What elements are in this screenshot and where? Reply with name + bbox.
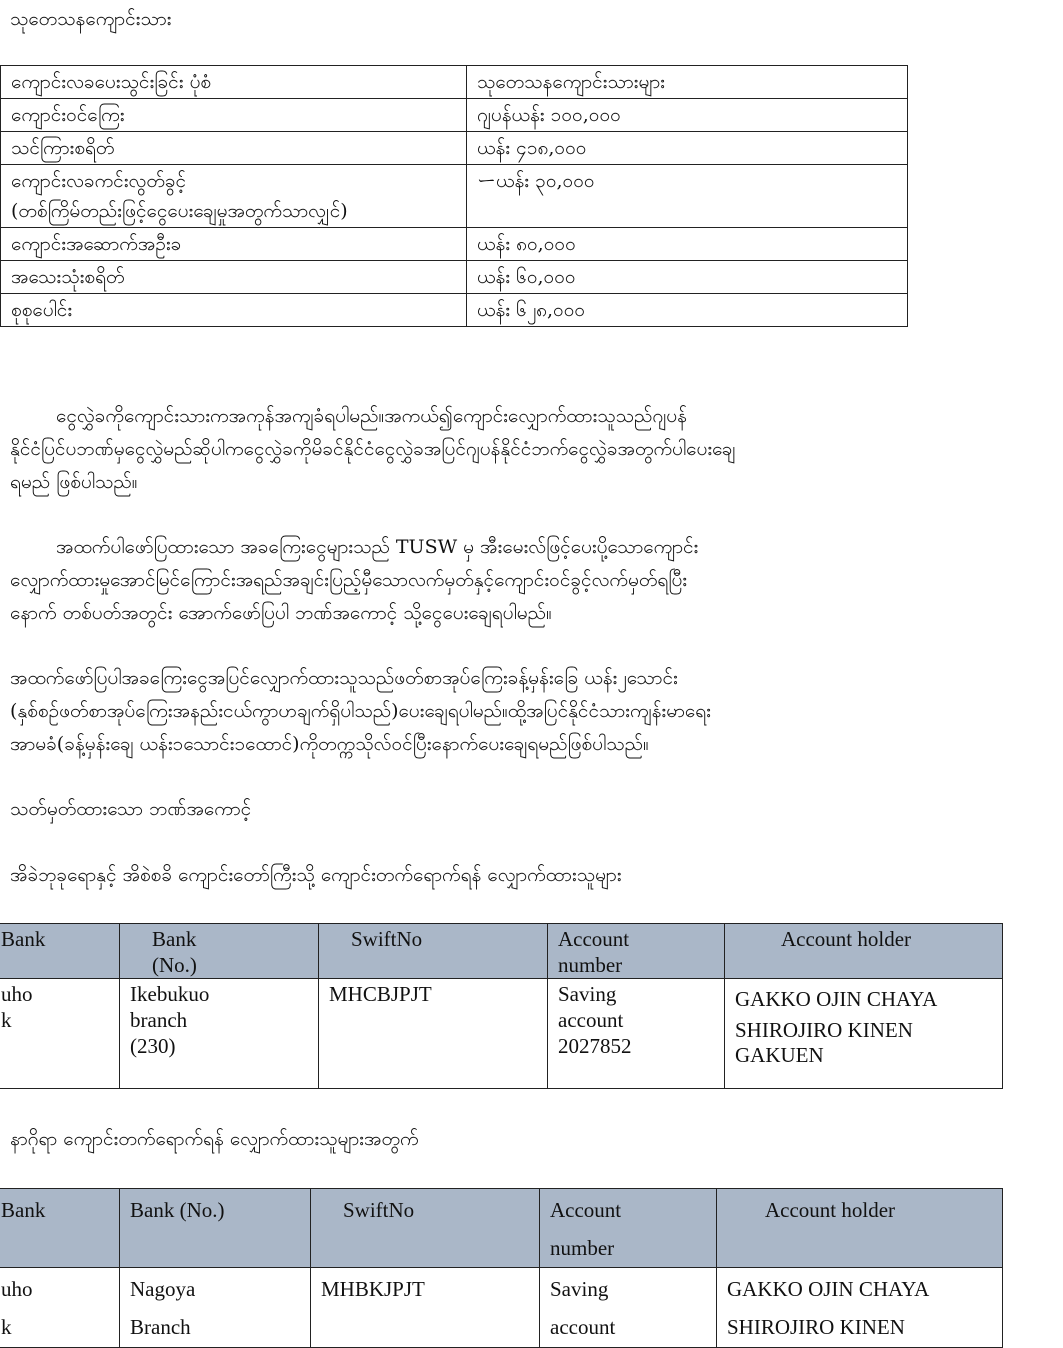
- cell-text: MHCBJPJT: [329, 982, 432, 1006]
- bank-table-ikebukuro: [0, 923, 1003, 1089]
- cell-text: k: [1, 1315, 12, 1339]
- cell-account-number: [548, 979, 725, 1089]
- cell-branch: [120, 979, 319, 1089]
- paragraph-line: လျှောက်ထားမှုအောင်မြင်ကြောင်းအရည်အချင်းပြည့်မှီသောလက်မှတ်နှင့်ကျောင်းဝင်ခွင့်လက်မှတ်ရပြီး: [10, 569, 688, 591]
- cell-swift: [319, 979, 548, 1089]
- cell-text: SHIROJIRO KINEN: [735, 1018, 913, 1042]
- fee-label-note: (တစ်ကြိမ်တည်းဖြင့်ငွေပေးချေမှုအတွက်သာလျှင်): [11, 200, 348, 222]
- header-text: SwiftNo: [351, 927, 423, 951]
- paragraph-payment-deadline: [10, 531, 698, 630]
- fee-row: [1, 165, 908, 228]
- cell-text: (230): [130, 1034, 176, 1058]
- cell-text: k: [1, 1008, 12, 1032]
- header-swift: [319, 924, 548, 979]
- fee-value: ယန်း ၆၂၈,၀၀၀: [467, 294, 908, 327]
- header-account-number: [540, 1189, 717, 1268]
- bank-table-header-row: [0, 924, 1003, 979]
- cell-text: 2027852: [558, 1034, 632, 1058]
- cell-text: GAKKO OJIN CHAYA: [727, 1277, 930, 1301]
- cell-text: account: [558, 1008, 624, 1032]
- paragraph-line: (နှစ်စဉ်ဖတ်စာအုပ်ကြေးအနည်းငယ်ကွာဟချက်ရှိပါသည်)ပေးချေရပါမည်။ထို့အပြင်နိုင်ငံသားကျန်းမာရေး: [10, 700, 711, 722]
- header-text: Account holder: [765, 1198, 896, 1222]
- paragraph-line: အထက်ပါဖော်ပြထားသော အခကြေးငွေများသည် TUSW မှ အီးမေးလ်ဖြင့်ပေးပို့သောကျောင်း: [56, 536, 699, 558]
- page-heading: သုတေသနကျောင်းသား: [10, 8, 172, 30]
- cell-text: Saving: [558, 982, 617, 1006]
- fee-value: ယန်း ၈၀,၀၀၀: [467, 228, 908, 261]
- fee-value: သုတေသနကျောင်းသားများ: [467, 66, 908, 99]
- cell-text: Ikebukuo: [130, 982, 210, 1006]
- fee-table: [0, 65, 908, 327]
- cell-text: GAKKO OJIN CHAYA: [735, 987, 938, 1011]
- designated-bank-heading: သတ်မှတ်ထားသော ဘဏ်အကောင့်: [10, 798, 252, 820]
- header-swift: [311, 1189, 540, 1268]
- cell-text: Nagoya: [130, 1277, 196, 1301]
- cell-account-number: [540, 1268, 717, 1348]
- bank-table-header-row: [0, 1189, 1003, 1268]
- paragraph-remittance-fee: [10, 400, 735, 499]
- header-text: Bank: [1, 1198, 46, 1222]
- paragraph-line: နိုင်ငံပြင်ပဘဏ်မှငွေလွှဲမည်ဆိုပါကငွေလွှဲခကိုမိခင်နိုင်ငံငွေလွှဲခအပြင်ဂျပန်နိုင်ငံဘက်ငွေလွှဲခအတွက်ပါပေးချေ: [10, 438, 736, 460]
- cell-text: Branch: [130, 1315, 191, 1339]
- header-text: Bank (No.): [130, 1198, 225, 1222]
- cell-account-holder: [717, 1268, 1003, 1348]
- bank-table-row: [0, 1268, 1003, 1348]
- header-account-holder: [717, 1189, 1003, 1268]
- cell-text: uho: [1, 1277, 33, 1301]
- fee-value: ဂျပန်ယန်း ၁၀၀,၀၀၀: [467, 99, 908, 132]
- fee-row: [1, 66, 908, 99]
- paragraph-line: အထက်ဖော်ပြပါအခကြေးငွေအပြင်လျှောက်ထားသူသည်ဖတ်စာအုပ်ကြေးခန့်မှန်းခြေ ယန်း၂သောင်း: [10, 667, 678, 689]
- paragraph-line: နောက် တစ်ပတ်အတွင်း အောက်ဖော်ပြပါ ဘဏ်အကောင့် သို့ငွေပေးချေရပါမည်။: [10, 602, 552, 624]
- cell-text: MHBKJPJT: [321, 1277, 425, 1301]
- cell-bank: [0, 979, 120, 1089]
- header-text: number: [558, 953, 623, 977]
- cell-branch: [120, 1268, 311, 1348]
- fee-value: ーယန်း ၃၀,၀၀၀: [467, 165, 908, 228]
- paragraph-line: ရမည် ဖြစ်ပါသည်။: [10, 471, 138, 493]
- cell-text: Saving: [550, 1277, 609, 1301]
- cell-swift: [311, 1268, 540, 1348]
- fee-label: ကျောင်းဝင်ကြေး: [1, 99, 467, 132]
- fee-label: ကျောင်းလခပေးသွင်းခြင်း ပုံစံ: [1, 66, 467, 99]
- header-text: SwiftNo: [343, 1198, 415, 1222]
- fee-label: သင်ကြားစရိတ်: [1, 132, 467, 165]
- cell-text: branch: [130, 1008, 188, 1032]
- paragraph-line: အာမခံ(ခန့်မှန်းချေ ယန်း၁သောင်း၁ထောင်)ကိုတက္ကသိုလ်ဝင်ပြီးနောက်ပေးချေရမည်ဖြစ်ပါသည်။: [10, 733, 649, 755]
- header-account-holder: [725, 924, 1003, 979]
- header-text: Account: [550, 1198, 622, 1222]
- header-text: (No.): [152, 953, 197, 977]
- header-text: Bank: [1, 927, 46, 951]
- fee-row: [1, 99, 908, 132]
- cell-text: uho: [1, 982, 33, 1006]
- header-bank: [0, 1189, 120, 1268]
- fee-row: [1, 261, 908, 294]
- fee-label: [1, 165, 467, 228]
- nagoya-section-heading: နာဂိုရာ ကျောင်းတက်ရောက်ရန် လျှောက်ထားသူများအတွက်: [10, 1128, 419, 1150]
- header-bank-no: [120, 1189, 311, 1268]
- cell-text: SHIROJIRO KINEN: [727, 1315, 905, 1339]
- fee-value: ယန်း ၄၁၈,၀၀၀: [467, 132, 908, 165]
- paragraph-additional-costs: [10, 662, 711, 761]
- cell-text: GAKUEN: [735, 1043, 824, 1067]
- header-bank-no: [120, 924, 319, 979]
- cell-text: account: [550, 1315, 616, 1339]
- header-text: Account holder: [781, 927, 912, 951]
- header-bank: [0, 924, 120, 979]
- fee-row: [1, 294, 908, 327]
- bank-table-row: [0, 979, 1003, 1089]
- cell-account-holder: [725, 979, 1003, 1089]
- fee-label: ကျောင်းအဆောက်အဦးခ: [1, 228, 467, 261]
- header-text: number: [550, 1236, 615, 1260]
- paragraph-line: ငွေလွှဲခကိုကျောင်းသားကအကုန်အကျခံရပါမည်။အကယ်၍ကျောင်းလျှောက်ထားသူသည်ဂျပန်: [56, 405, 687, 427]
- fee-label-line: ကျောင်းလခကင်းလွတ်ခွင့်: [11, 170, 187, 192]
- fee-label: အသေးသုံးစရိတ်: [1, 261, 467, 294]
- bank-table-nagoya: [0, 1188, 1003, 1348]
- ikebukuro-section-heading: အိခဲဘုခုရောနှင့် အိစဲစခိ ကျောင်းတော်ကြီးသို့ ကျောင်းတက်ရောက်ရန် လျှောက်ထားသူများ: [10, 864, 622, 886]
- header-account-number: [548, 924, 725, 979]
- header-text: Bank: [152, 927, 197, 951]
- fee-value: ယန်း ၆၀,၀၀၀: [467, 261, 908, 294]
- cell-bank: [0, 1268, 120, 1348]
- header-text: Account: [558, 927, 630, 951]
- fee-row: [1, 228, 908, 261]
- fee-label: စုစုပေါင်း: [1, 294, 467, 327]
- fee-row: [1, 132, 908, 165]
